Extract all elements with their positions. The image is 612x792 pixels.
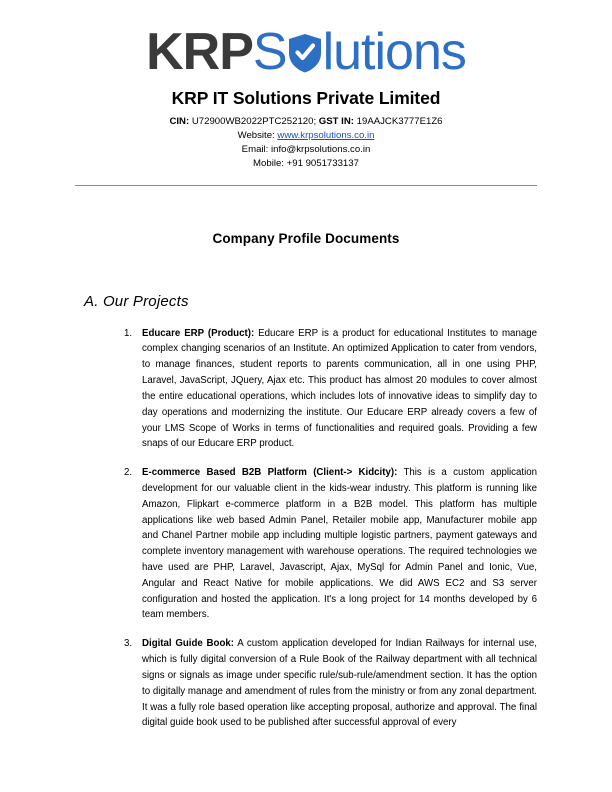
website-line	[75, 129, 537, 143]
list-item	[75, 636, 537, 731]
shield-check-icon	[288, 33, 322, 73]
email-line: Email: info@krpsolutions.co.in	[241, 143, 371, 155]
registration-line	[75, 116, 537, 129]
letterhead	[75, 0, 537, 186]
list-item-number: 3.	[124, 638, 133, 650]
gst-label: GST IN:	[318, 116, 354, 127]
list-item-body: This is a custom application development for our valuable client in the kids-wear industry. This platform is running like Amazon, Flipkart e-commerce platform in a B2B model. This platform has multiple applications like web based Admin Panel, Retailer mobile app, Manufacturer mobile app and Chanel Partner mobile app including multiple logistic partners, payment gateways and complete inventory management with warehouse operations. The required technologies we have used are PHP, Laravel, Javascript, Ajax, MySql for Admin Panel and Ionic, Vue, Angular and React Native for mobile applications. We did AWS EC2 and S3 server configuration and hosted the application. It's a long project for 14 months developed by 6 team members.	[142, 467, 537, 621]
list-item	[75, 465, 537, 623]
website-link[interactable]: www.krpsolutions.co.in	[277, 129, 375, 141]
list-item-title: Educare ERP (Product):	[142, 327, 255, 339]
mobile-line: Mobile: +91 9051733137	[253, 157, 359, 169]
list-item-body: A custom application developed for Indian Railways for internal use, which is fully digital conversion of a Rule Book of the Railway department with all technical signs or signals as image under specific rule/sub-rule/amendment section. It has the option to digitally manage and amendment of rules from the ministry or from any zonal department. It was a fully role based operation like accepting proposal, authorize and approval. The final digital guide book used to be published after successful approval of every	[142, 638, 537, 729]
logo-text-krp: KRP	[146, 23, 253, 81]
list-item-title: Digital Guide Book:	[142, 638, 234, 650]
logo-text-lutions: lutions	[322, 23, 466, 81]
cin-label: CIN:	[169, 116, 190, 127]
page-title: Company Profile Documents	[212, 230, 400, 246]
list-item	[75, 326, 537, 453]
list-item-number: 1.	[124, 327, 133, 339]
company-logo	[75, 22, 537, 82]
website-label: Website:	[237, 129, 275, 141]
cin-value: U72900WB2022PTC252120;	[191, 116, 317, 127]
list-item-number: 2.	[124, 467, 133, 479]
list-item-body: Educare ERP is a product for educational Institutes to manage complex changing scenarios of an Institute. An optimized Application to cater from vendors, to manage finances, student reports to parents communication, all in one using PHP, Laravel, JavaScript, JQuery, Ajax etc. This product has almost 20 modules to cover almost the entire educational operations, which includes lots of innovative ideas to simplify day to day operations and modernizing the institute. Our Educare ERP already covers a few of your LMS Scope of Works in terms of functionalities and required goals. Providing a few snaps of our Educare ERP product.	[142, 327, 537, 450]
gst-value: 19AAJCK3777E1Z6	[356, 116, 443, 127]
logo-text-s: S	[252, 23, 287, 81]
company-name: KRP IT Solutions Private Limited	[171, 88, 441, 108]
projects-list	[75, 326, 537, 732]
section-heading-our-projects: A. Our Projects	[84, 292, 189, 310]
list-item-title: E-commerce Based B2B Platform (Client-> Kidcity):	[142, 467, 398, 479]
header-divider	[75, 185, 537, 186]
